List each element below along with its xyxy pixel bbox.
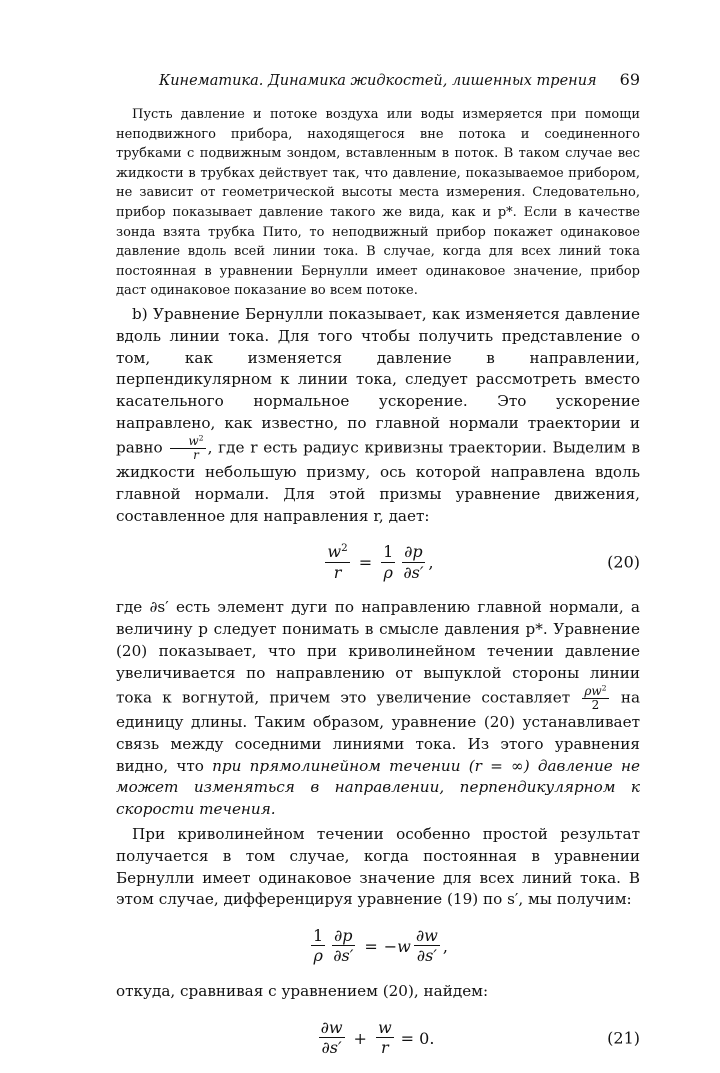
math-dp: ∂p [404, 542, 423, 562]
fraction-dw-over-ds [414, 927, 440, 966]
paragraph-normal-acceleration-text: где ∂s′ есть элемент дуги по направлению главной нормали, а величину p следует понимать в смысле давления p*. Уравнение (20) показывает, что при криволинейном течении давление увеличивается по направлению от выпуклой стороны линии тока к вогнутой, причем это увеличение составляет [116, 598, 640, 707]
paragraph-pitot: Пусть давление и потоке воздуха или воды измеряется при помощи неподвижного прибора, находящегося вне потока и соединенного трубками с подвижным зондом, вставленным в поток. В таком случае вес жидкости в трубках действует так, что давление, показываемое прибором, не зависит от геометрической высоты места измерения. Следовательно, прибор показывает давление такого же вида, как и p*. Если в качестве зонда взята трубка Пито, то неподвижный прибор покажет одинаковое давление вдоль всей линии тока. В случае, когда для всех линий тока постоянная в уравнении Бернулли имеет одинаковое значение, прибор даст одинаковое показание во всем потоке. [116, 107, 640, 299]
paragraph-curvilinear: При криволинейном течении особенно простой результат получается в том случае, когда постоянная в уравнении Бернулли имеет одинаковое значение для всех линий тока. В этом случае, дифференцируя уравнение (19) по s′, мы получим: [116, 825, 640, 909]
paragraph-normal-acceleration [116, 597, 640, 821]
math-r: r [333, 562, 342, 582]
math-exponent: 2 [601, 683, 607, 692]
math-equals: = [364, 936, 378, 956]
math-comma: , [428, 552, 434, 572]
math-one: 1 [313, 925, 324, 945]
math-exponent: 2 [198, 433, 204, 443]
math-equals: = [358, 552, 373, 572]
math-w: w [377, 1017, 392, 1037]
math-ds: ∂s′ [321, 1038, 342, 1058]
header-title: Кинематика. Динамика жидкостей, лишенных трения [158, 73, 597, 89]
math-ds: ∂s′ [333, 946, 354, 966]
math-dw: ∂w [320, 1017, 343, 1037]
paragraph-bernoulli-b-text: b) Уравнение Бернулли показывает, как изменяется давление вдоль линии тока. Для того чтобы получить представление о том, как изменяется давление в направлении, перпендикулярном к линии тока, следует рассмотреть вместо касательного нормальное ускорение. Это ускорение направлено, как известно, по главной нормали траектории и равно [116, 304, 640, 457]
document-page [116, 70, 640, 1073]
math-rho: ρ [313, 946, 323, 966]
paragraph-normal-acceleration-text-2: на единицу длины. Таким образом, уравнение (20) устанавливает связь между соседними линиями тока. Из этого уравнения видно, что [116, 688, 641, 775]
math-equals-zero: = 0. [400, 1028, 435, 1048]
equation-derivative [116, 911, 640, 981]
math-exponent: 2 [341, 541, 348, 554]
paragraph-bernoulli-b-text-2: , где r есть радиус кривизны траектории. Выделим в жидкости небольшую призму, ось которой направлена вдоль главной нормали. Для этой призмы уравнение движения, составленное для направления r, дает: [116, 438, 641, 525]
paragraph-bernoulli-b [116, 304, 640, 528]
equation-number-20: (20) [607, 552, 640, 572]
math-rho: ρ [383, 562, 393, 582]
math-comma: , [442, 936, 448, 956]
fraction-w-over-r [376, 1019, 394, 1058]
math-one: 1 [383, 542, 394, 562]
math-dw: ∂w [415, 925, 438, 945]
inline-fraction-w2-over-r [170, 435, 205, 462]
fraction-dp-over-ds [331, 927, 355, 966]
fraction-1-over-rho [311, 927, 325, 966]
math-w: w [327, 542, 342, 562]
math-ds: ∂s′ [416, 946, 437, 966]
page-number: 69 [619, 70, 640, 89]
fraction-dw-over-ds [319, 1019, 345, 1058]
inline-fraction-rhow2-over-2 [582, 685, 608, 712]
running-header [116, 70, 640, 92]
fraction-w2-over-r [325, 543, 349, 582]
math-w: w [188, 433, 199, 448]
math-ds: ∂s′ [403, 562, 424, 582]
math-dp: ∂p [334, 925, 353, 945]
paragraph-comparing: откуда, сравнивая с уравнением (20), найдем: [116, 982, 489, 1001]
paragraph-normal-acceleration-italic: при прямолинейном течении (r = ∞) давление не может изменяться в направлении, перпендикулярном к скорости течения. [116, 756, 640, 819]
equation-number-21: (21) [607, 1028, 640, 1048]
equation-21 [116, 1003, 640, 1073]
math-minus-w: −w [383, 936, 411, 956]
math-r: r [193, 447, 199, 462]
fraction-dp-over-ds [401, 543, 425, 582]
math-rhow: ρw [584, 683, 602, 698]
math-plus: + [353, 1028, 367, 1048]
fraction-1-over-rho [381, 543, 395, 582]
equation-20 [116, 527, 640, 597]
math-r: r [380, 1038, 389, 1058]
math-two: 2 [591, 697, 600, 712]
